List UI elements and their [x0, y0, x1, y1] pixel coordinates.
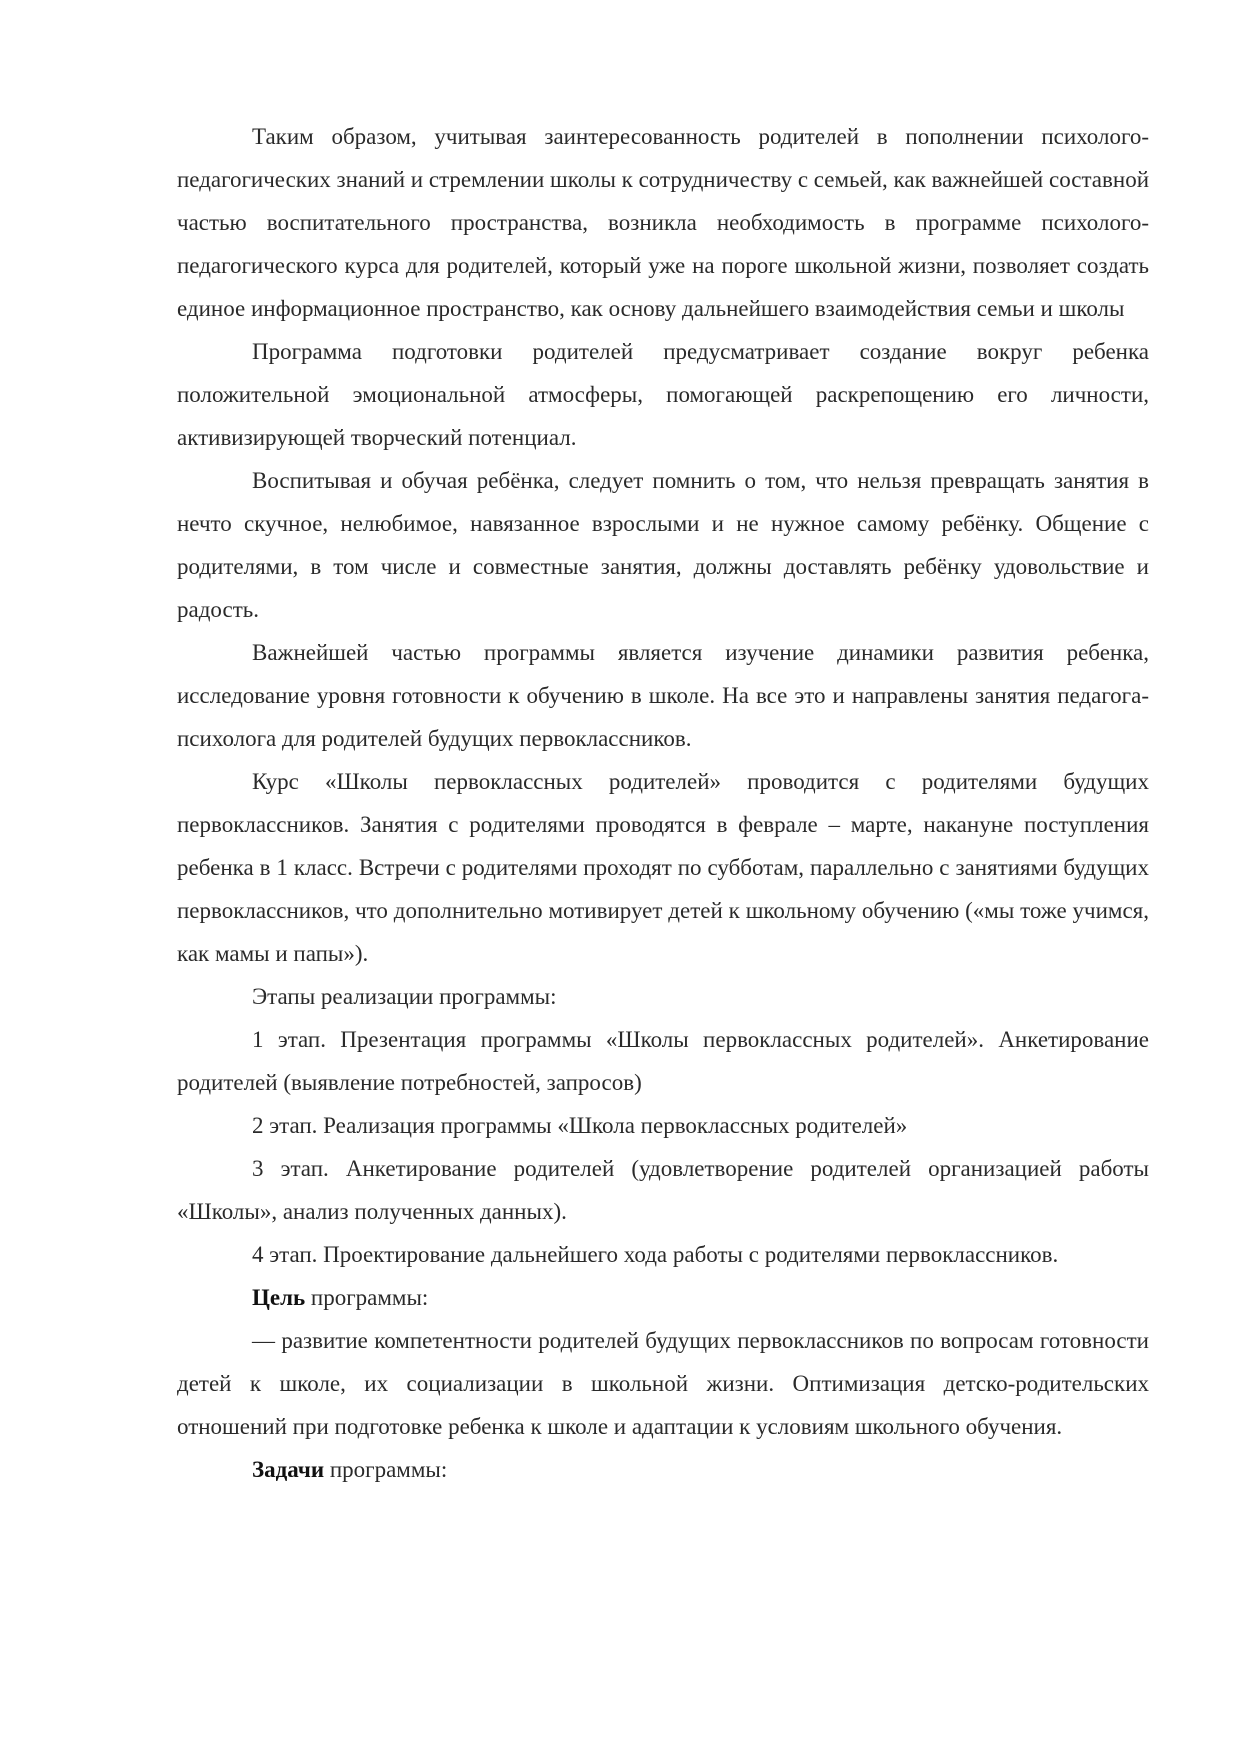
tasks-heading [177, 1448, 1149, 1491]
paragraph-dynamics-study: Важнейшей частью программы является изучение динамики развития ребенка, исследование уровня готовности к обучению в школе. На все это и направлены занятия педагога-психолога для родителей будущих первоклассников. [177, 640, 1149, 751]
tasks-heading-rest: программы: [324, 1457, 448, 1482]
goal-heading-rest: программы: [305, 1285, 429, 1310]
paragraph-course-info: Курс «Школы первоклассных родителей» проводится с родителями будущих первоклассников. Занятия с родителями проводятся в феврале – марте, накануне поступления ребенка в 1 класс. Встречи с родителями проходят по субботам, параллельно с занятиями будущих первоклассников, что дополнительно мотивирует детей к школьному обучению («мы тоже учимся, как мамы и папы»). [177, 769, 1149, 966]
paragraph-conclusion: Таким образом, учитывая заинтересованность родителей в пополнении психолого-педагогических знаний и стремлении школы к сотрудничеству с семьей, как важнейшей составной частью воспитательного пространства, возникла необходимость в программе психолого-педагогического курса для родителей, который уже на пороге школьной жизни, позволяет создать единое информационное пространство, как основу дальнейшего взаимодействия семьи и школы [177, 124, 1149, 321]
goal-heading [177, 1276, 1149, 1319]
tasks-heading-bold: Задачи [252, 1457, 325, 1482]
goal-heading-bold: Цель [252, 1285, 306, 1310]
paragraph-goal-text: — развитие компетентности родителей будущих первоклассников по вопросам готовности детей к школе, их социализации в школьной жизни. Оптимизация детско-родительских отношений при подготовке ребенка к школе и адаптации к условиям школьного обучения. [177, 1328, 1149, 1439]
paragraph-stage-4: 4 этап. Проектирование дальнейшего хода работы с родителями первоклассников. [252, 1242, 1059, 1267]
paragraph-upbringing: Воспитывая и обучая ребёнка, следует помнить о том, что нельзя превращать занятия в нечто скучное, нелюбимое, навязанное взрослыми и не нужное самому ребёнку. Общение с родителями, в том числе и совместные занятия, должны доставлять ребёнку удовольствие и радость. [177, 468, 1149, 622]
paragraph-stage-1: 1 этап. Презентация программы «Школы первоклассных родителей». Анкетирование родителей (выявление потребностей, запросов) [177, 1027, 1149, 1095]
paragraph-stage-3: 3 этап. Анкетирование родителей (удовлетворение родителей организацией работы «Школы», анализ полученных данных). [177, 1156, 1149, 1224]
paragraph-program-description: Программа подготовки родителей предусматривает создание вокруг ребенка положительной эмоциональной атмосферы, помогающей раскрепощению его личности, активизирующей творческий потенциал. [177, 339, 1149, 450]
paragraph-stage-2: 2 этап. Реализация программы «Школа первоклассных родителей» [252, 1113, 908, 1138]
paragraph-stages-heading: Этапы реализации программы: [252, 984, 557, 1009]
